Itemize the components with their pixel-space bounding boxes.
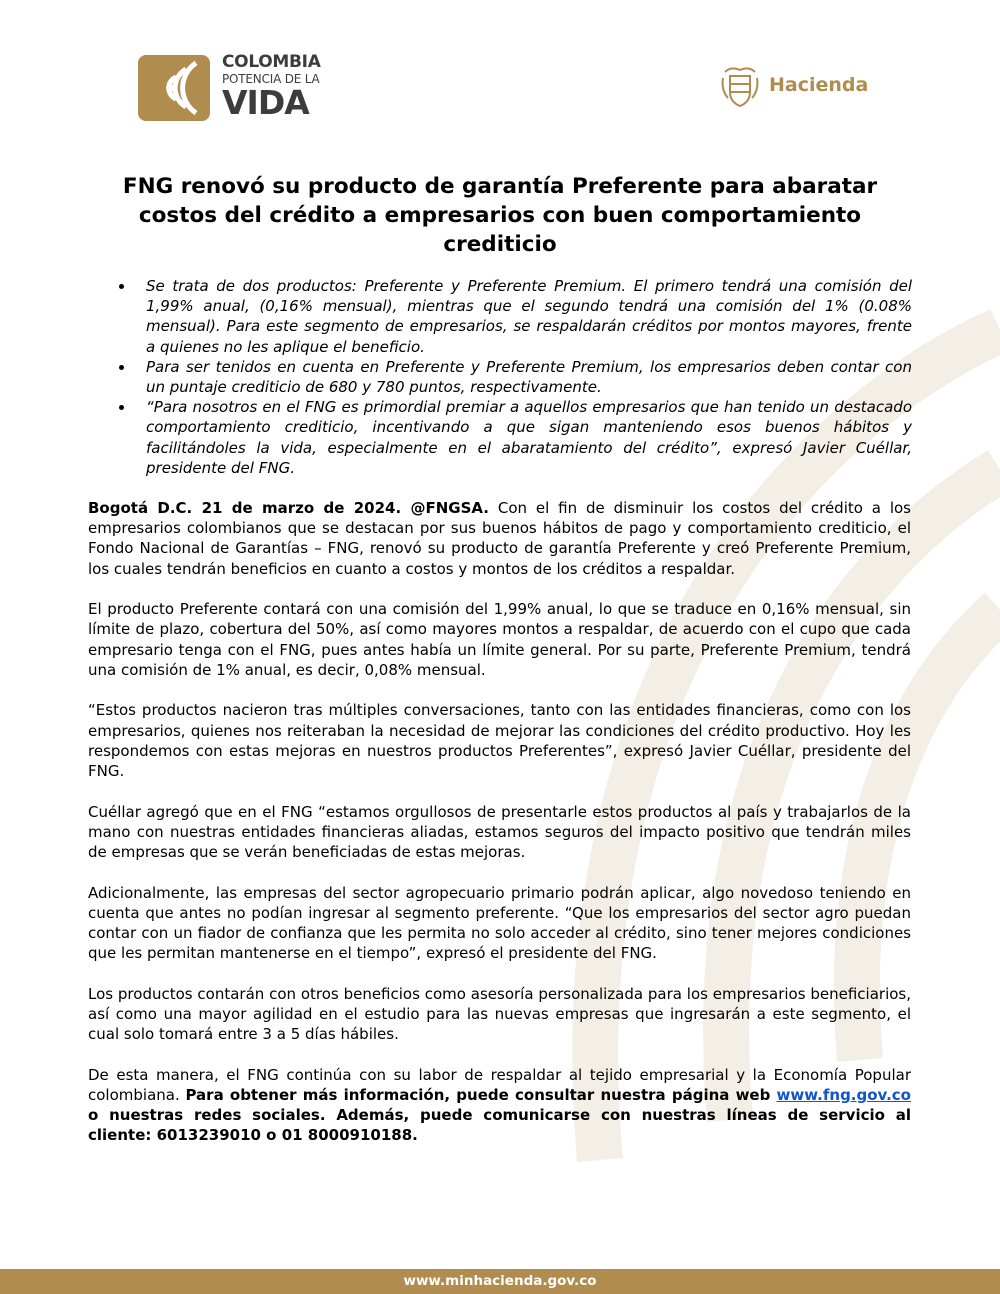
paragraph-cuellar: Cuéllar agregó que en el FNG “estamos orgullosos de presentarle estos productos al país y trabajarlos de la mano con nuestras entidades financieras aliadas, estamos seguros del impacto positivo que tendrán miles de empresas que se verán beneficiadas de estas mejoras. (88, 802, 911, 862)
logo-line-potencia: POTENCIA DE LA (222, 72, 320, 86)
paragraph-text: Con el fin de disminuir los costos del crédito a los empresarios colombianos que se destacan por sus buenos hábitos de pago y comportamiento crediticio, el Fondo Nacional de Garantías – FNG, renovó su producto de garantía Preferente y creó Preferente Premium, los cuales tendrán beneficios en cuanto a costos y montos de los créditos a respaldar. (88, 499, 912, 578)
logo-line-vida: VIDA (222, 83, 309, 122)
fng-website-link[interactable]: www.fng.gov.co (776, 1086, 911, 1105)
paragraph-intro (88, 498, 911, 579)
summary-bullet: Se trata de dos productos: Preferente y Preferente Premium. El primero tendrá una comisión del 1,99% anual, (0,16% mensual), mientras que el segundo tendrá una comisión del 1% (0.08% mensual). Para este segmento de empresarios, se respaldarán créditos por montos mayores, frente a quienes no les aplique el beneficio. (118, 276, 912, 357)
paragraph-text: De esta manera, el FNG continúa con su labor de respaldar al tejido empresarial y la Economía Popular colombiana. (88, 1065, 911, 1105)
hacienda-logo (719, 64, 869, 110)
summary-bullet-list (118, 276, 912, 478)
colombia-potencia-logo (138, 52, 338, 124)
footer-url[interactable]: www.minhacienda.gov.co (403, 1273, 597, 1289)
paragraph-agro: Adicionalmente, las empresas del sector agropecuario primario podrán aplicar, algo novedoso teniendo en cuenta que antes no podían ingresar al segmento preferente. “Que los empresarios del sector agro puedan contar con un fiador de confianza que les permita no solo acceder al crédito, sino tener mejores condiciones que les permitan mantenerse en el tiempo”, expresó el presidente del FNG. (88, 883, 911, 963)
info-bold-text: Para obtener más información, puede consultar nuestra página web (185, 1086, 777, 1105)
paragraph-quote: “Estos productos nacieron tras múltiples conversaciones, tanto con las entidades financieras, como con los empresarios, quienes nos reiteraban la necesidad de mejorar las condiciones del crédito productivo. Hoy les respondemos con estas mejoras en nuestros productos Preferentes”, expresó Javier Cuéllar, presidente del FNG. (88, 701, 911, 781)
hacienda-wordmark: Hacienda (769, 74, 869, 96)
article-body (88, 498, 911, 1166)
logo-line-colombia: COLOMBIA (222, 52, 321, 72)
page-title: FNG renovó su producto de garantía Preferente para abaratar costos del crédito a empresarios con buen comportamiento crediticio (122, 174, 878, 257)
paragraph-closing (88, 1065, 911, 1146)
coat-of-arms-icon (719, 64, 761, 110)
contact-bold-text: o nuestras redes sociales. Además, puede comunicarse con nuestras líneas de servicio al cliente: 6013239010 o 01 8000910188. (88, 1106, 911, 1145)
footer-bar (0, 1269, 1000, 1294)
paragraph-benefits: Los productos contarán con otros beneficios como asesoría personalizada para los empresarios beneficiarios, así como una mayor agilidad en el estudio para las nuevas empresas que ingresarán a este segmento, el cual solo tomará entre 3 a 5 días hábiles. (88, 984, 911, 1044)
summary-bullet: Para ser tenidos en cuenta en Preferente y Preferente Premium, los empresarios deben contar con un puntaje crediticio de 680 y 780 puntos, respectivamente. (118, 357, 912, 397)
paragraph-preferente: El producto Preferente contará con una comisión del 1,99% anual, lo que se traduce en 0,16% mensual, sin límite de plazo, cobertura del 50%, así como mayores montos a respaldar, de acuerdo con el cupo que cada empresario tenga con el FNG, pues antes había un límite general. Por su parte, Preferente Premium, tendrá una comisión de 1% anual, es decir, 0,08% mensual. (88, 600, 911, 679)
summary-bullet: “Para nosotros en el FNG es primordial premiar a aquellos empresarios que han tenido un destacado comportamiento crediticio, incentivando a que sigan manteniendo esos buenos hábitos y facilitándoles la vida, especialmente en el abaratamiento del crédito”, expresó Javier Cuéllar, presidente del FNG. (118, 397, 912, 478)
colombia-emblem-icon (138, 55, 210, 121)
dateline: Bogotá D.C. 21 de marzo de 2024. @FNGSA. (88, 499, 489, 517)
